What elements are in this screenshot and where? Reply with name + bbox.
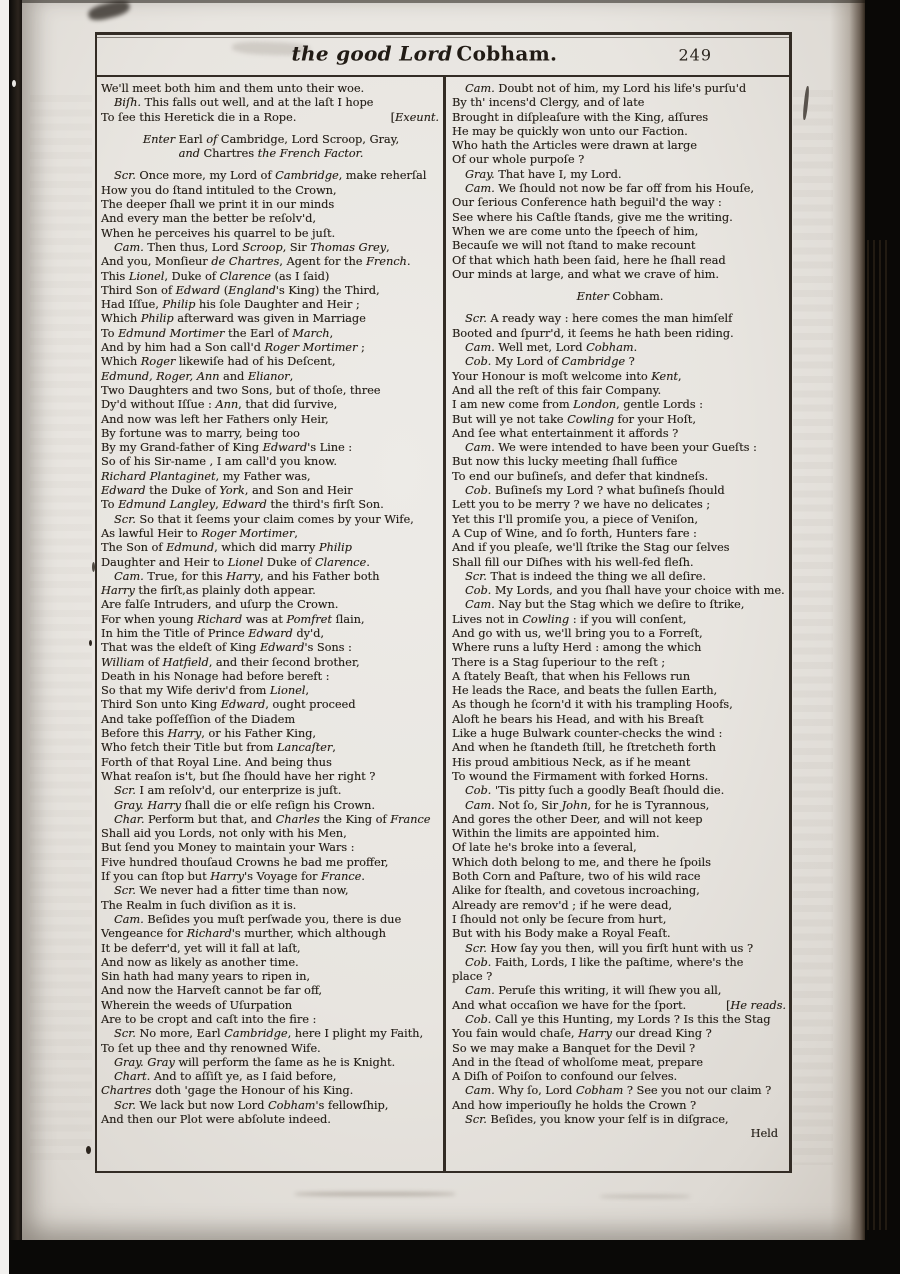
text-line: Two Daughters and two Sons, but of thoſe, three [101, 383, 381, 397]
text-line: William of Hatfield, and their ſecond brother, [101, 655, 360, 669]
text-line: Cam. Doubt not of him, my Lord his life's purſu'd [465, 82, 747, 95]
text-line: As lawful Heir to Roger Mortimer, [101, 526, 298, 540]
page-title-roman: Cobham. [456, 41, 558, 66]
text-line: He leads the Race, and beats the ſullen Earth, [452, 684, 718, 698]
text-line: Cam. We ſhould not now be far off from his Houſe, [465, 182, 754, 196]
text-line: Cam. Not ſo, Sir John, for he is Tyrannous, [465, 798, 710, 812]
text-line: Cob. Call ye this Hunting, my Lords ? Is this the Stag [465, 1013, 771, 1026]
text-line: It be deferr'd, yet will it fall at laſt, [101, 941, 301, 955]
text-line: Chartres doth 'gage the Honour of his King. [101, 1084, 354, 1098]
text-line: Scr. So that it ſeems your claim comes by your Wife, [114, 512, 414, 526]
text-line: Aloft he bears his Head, and with his Breaſt [452, 712, 704, 726]
text-line: He may be quickly won unto our Faction. [452, 124, 688, 138]
text-line: But will ye not take Cowling for your Hoſt, [452, 412, 696, 426]
text-line: When he perceives his quarrel to be juſt. [101, 226, 336, 240]
text-line: Our ſerious Conference hath beguil'd the way : [452, 196, 722, 210]
text-line: Wherein the weeds of Uſurpation [101, 998, 293, 1012]
text-line: Within the limits are appointed him. [452, 827, 660, 841]
text-line: Shall fill our Diſhes with his well-fed fleſh. [452, 555, 694, 569]
text-line: To ſet up thee and thy renowned Wife. [101, 1041, 321, 1055]
text-line: Gray. Harry ſhall die or elſe reſign his Crown. [114, 798, 375, 812]
text-line: And then our Plot were abſolute indeed. [101, 1113, 331, 1127]
text-line: Which doth belong to me, and there he ſpoils [452, 855, 711, 869]
text-line: Before this Harry, or his Father King, [101, 727, 316, 741]
text-line: As though he ſcorn'd it with his trampling Hoofs, [452, 698, 733, 712]
text-line: Like a huge Bulwark counter-checks the wind : [452, 727, 723, 741]
stage-direction: and Chartres the French Factor. [178, 147, 364, 161]
text-line: Cam. Then thus, Lord Scroop, Sir Thomas Grey, [114, 240, 390, 254]
text-line: That was the eldeſt of King Edward's Sons : [101, 641, 352, 655]
text-line: Scr. That is indeed the thing we all deſire. [465, 569, 706, 583]
text-line: By th' incens'd Clergy, and of late [452, 96, 645, 110]
ink-speck [86, 1146, 91, 1154]
text-line: Cob. My Lords, and you ſhall have your choice with me. [465, 584, 785, 598]
text-line: By my Grand-father of King Edward's Line : [101, 441, 353, 455]
text-line: Scr. Once more, my Lord of Cambridge, make reherſal [114, 169, 427, 183]
text-line: Cam. Peruſe this writing, it will ſhew you all, [465, 984, 722, 998]
text-line: You fain would chaſe, Harry our dread King ? [452, 1027, 712, 1041]
running-header [96, 33, 790, 75]
text-line: And if you pleaſe, we'll ſtrike the Stag our ſelves [452, 541, 730, 555]
text-line: And all the reſt of this fair Company. [452, 383, 662, 397]
text-line: Cam. Why ſo, Lord Cobham ? See you not our claim ? [465, 1084, 772, 1098]
text-line: A Cup of Wine, and ſo forth, Hunters fare : [452, 526, 697, 540]
text-line: Richard Plantaginet, my Father was, [101, 469, 311, 483]
text-line: Five hundred thouſaud Crowns he bad me proffer, [101, 855, 389, 869]
text-line: To Edmund Mortimer the Earl of March, [101, 326, 334, 340]
text-line: In him the Title of Prince Edward dy'd, [101, 626, 324, 640]
bottom-smudge [600, 1195, 690, 1198]
page-number: 249 [678, 45, 712, 65]
text-line: And take poſſeſſion of the Diadem [101, 712, 296, 726]
text-line: Edward the Duke of York, and Son and Heir [101, 484, 353, 498]
text-line: So that my Wife deriv'd from Lionel, [101, 684, 310, 698]
text-line: And go with us, we'll bring you to a Forreſt, [452, 626, 703, 640]
text-line: Death in his Nonage had before bereft : [101, 669, 330, 683]
photo-left-sliver [0, 0, 9, 1274]
text-line: And what occaſion we have for the ſport. [He reads. [452, 998, 786, 1012]
text-line: Dy'd without Iſſue : Ann, that did ſurvive, [101, 398, 338, 412]
text-line: To end our buſineſs, and defer that kindneſs. [452, 469, 709, 483]
text-line: When we are come unto the ſpeech of him, [452, 224, 699, 238]
text-line: place ? [452, 970, 493, 984]
text-line: Third Son unto King Edward, ought proceed [101, 698, 356, 712]
text-line: Alike for ſtealth, and covetous incroaching, [452, 884, 700, 898]
inline-stage-note: [He reads. [726, 998, 786, 1012]
text-line: Forth of that Royal Line. And being thus [101, 755, 332, 769]
text-line: Becauſe we will not ſtand to make recount [452, 239, 696, 253]
text-line: Both Corn and Paſture, two of his wild race [452, 870, 701, 884]
text-line: His proud ambitious Neck, as if he meant [452, 755, 691, 769]
text-line: Cam. True, for this Harry, and his Father both [114, 569, 380, 583]
photo-bottom-background [9, 1240, 900, 1274]
column-right [452, 82, 788, 1142]
text-line: What reaſon is't, but ſhe ſhould have her right ? [101, 769, 376, 783]
frame-left-rule [95, 32, 97, 1173]
text-line: Scr. Beſides, you know your ſelf is in diſgrace, [465, 1113, 729, 1127]
text-line: The Realm in ſuch diviſion as it is. [101, 898, 297, 912]
text-line: A Diſh of Poiſon to confound our ſelves. [452, 1070, 678, 1084]
text-line: And when he ſtandeth ſtill, he ſtretcheth forth [452, 741, 716, 755]
text-line: Who fetch their Title but from Lancaſter, [101, 741, 336, 755]
text-line: And you, Monſieur de Chartres, Agent for the French. [101, 255, 411, 269]
text-line: To wound the Firmament with forked Horns. [452, 769, 709, 783]
column-divider-rule [443, 75, 446, 1173]
text-line: Yet this I'll promiſe you, a piece of Veniſon, [452, 512, 698, 526]
text-line: Are to be cropt and caſt into the fire : [101, 1013, 317, 1026]
catchword: Held [750, 1127, 778, 1141]
text-line: Cob. 'Tis pitty ſuch a goodly Beaſt ſhould die. [465, 784, 725, 798]
text-line: Cob. Faith, Lords, I like the paſtime, where's the [465, 955, 744, 969]
inline-stage-note: [Exeunt. [390, 110, 439, 124]
text-line: Of our whole purpoſe ? [452, 153, 585, 167]
text-line: This Lionel, Duke of Clarence (as I ſaid) [101, 269, 330, 283]
text-line: Who hath the Articles were drawn at large [452, 139, 697, 153]
text-line: And now was left her Fathers only Heir, [101, 412, 329, 426]
text-line: Cam. We were intended to have been your Gueſts : [465, 441, 757, 455]
text-line: Of that which hath been ſaid, here he ſhall read [452, 253, 726, 267]
text-line: The Son of Edmund, which did marry Philip [101, 541, 352, 555]
page-title [291, 42, 557, 66]
text-line: Gray. Gray will perform the ſame as he is Knight. [114, 1055, 396, 1069]
text-line: Where runs a luſty Herd : among the which [452, 641, 702, 655]
stage-direction: Enter Earl of Cambridge, Lord Scroop, Gray, [142, 132, 400, 146]
text-line: But ſend you Money to maintain your Wars : [101, 841, 355, 855]
text-line: Gray. That have I, my Lord. [465, 167, 622, 181]
text-line: For when young Richard was at Pomfret ſlain, [101, 612, 365, 626]
text-line: Scr. How ſay you then, will you firſt hunt with us ? [465, 941, 753, 955]
page-edge-shading [830, 0, 865, 1240]
text-line: But with his Body make a Royal Feaſt. [452, 927, 671, 941]
text-line: But now this lucky meeting ſhall ſuffice [452, 455, 678, 469]
text-line: Chart. And to aſſiſt ye, as I ſaid before, [114, 1070, 337, 1084]
column-left [101, 82, 441, 1127]
text-line: And now as likely as another time. [101, 955, 299, 969]
text-line: Third Son of Edward (England's King) the Third, [101, 283, 380, 297]
page-stack-streaks [867, 240, 889, 1230]
text-line: Edmund, Roger, Ann and Elianor, [101, 369, 294, 383]
text-line: To Edmund Langley, Edward the third's firſt Son. [101, 498, 384, 512]
text-line: There is a Stag ſuperiour to the reſt ; [452, 655, 666, 669]
text-line: Our minds at large, and what we crave of him. [452, 267, 719, 281]
text-line: And now the Harveſt cannot be far off, [101, 984, 323, 998]
text-line: Biſh. This falls out well, and at the laſt I hope [114, 96, 374, 110]
text-line: Had Iſſue, Philip his ſole Daughter and Heir ; [101, 298, 360, 312]
text-line: So of his Sir-name , I am call'd you know. [101, 455, 337, 469]
page-title-italic: the good Lord [291, 41, 453, 66]
text-line: Lett you to be merry ? we have no delicates ; [452, 498, 711, 512]
text-line: Your Honour is moſt welcome into Kent, [452, 369, 682, 383]
text-line: And every man the better be reſolv'd, [101, 212, 316, 226]
text-line: The deeper ſhall we print it in our minds [101, 198, 335, 212]
text-line: If you can ſtop but Harry's Voyage for France. [101, 870, 365, 884]
text-line: Cam. Well met, Lord Cobham. [465, 341, 638, 355]
text-line: Which Philip afterward was given in Marriage [101, 312, 366, 326]
text-line: Cob. My Lord of Cambridge ? [465, 355, 635, 369]
text-line: To ſee this Heretick die in a Rope. [Exeunt. [101, 110, 439, 124]
text-line: Brought in diſpleaſure with the King, aſſures [452, 110, 709, 124]
text-line: We'll meet both him and them unto their woe. [101, 82, 365, 95]
text-line: By fortune was to marry, being too [101, 426, 300, 440]
paper-speck [12, 80, 16, 87]
text-line: Daughter and Heir to Lionel Duke of Clarence. [101, 555, 370, 569]
text-line: How you do ſtand intituled to the Crown, [101, 183, 337, 197]
text-line: I am new come from London, gentle Lords : [452, 398, 703, 412]
text-line: See where his Caſtle ſtands, give me the writing. [452, 210, 733, 224]
text-line: Booted and ſpurr'd, it ſeems he hath been riding. [452, 326, 734, 340]
text-line: Already are remov'd ; if he were dead, [452, 898, 672, 912]
photo-top-shade [22, 0, 865, 3]
text-line: So we may make a Banquet for the Devil ? [452, 1041, 696, 1055]
bottom-smudge [295, 1192, 455, 1196]
text-line: Char. Perform but that, and Charles the King of France [114, 812, 431, 826]
text-line: Harry the firſt,as plainly doth appear. [101, 584, 316, 598]
text-line: Scr. We never had a fitter time than now, [114, 884, 349, 898]
text-line: And gores the other Deer, and will not keep [452, 812, 703, 826]
text-line: Sin hath had many years to ripen in, [101, 970, 310, 984]
ink-speck [89, 640, 92, 646]
text-line: A ſtately Beaſt, that when his Fellows run [452, 669, 691, 683]
text-line: Scr. No more, Earl Cambridge, here I plight my Faith, [114, 1027, 424, 1041]
text-line: Scr. A ready way : here comes the man himſelf [465, 312, 733, 326]
text-line: And how imperiouſly he holds the Crown ? [452, 1098, 697, 1112]
stage-direction: Enter Cobham. [576, 290, 664, 304]
text-line: Of late he's broke into a ſeveral, [452, 841, 637, 855]
text-line: Are falſe Intruders, and uſurp the Crown. [101, 598, 339, 612]
binding-shadow [9, 0, 22, 1274]
text-line: And ſee what entertainment it affords ? [452, 426, 679, 440]
text-line: And by him had a Son call'd Roger Mortimer ; [101, 341, 365, 355]
text-line: Cam. Nay but the Stag which we deſire to ſtrike, [465, 598, 745, 612]
text-line: Lives not in Cowling : if you will conſent, [452, 612, 687, 626]
text-line: And in the ſtead of wholſome meat, prepare [452, 1055, 703, 1069]
text-line: Shall aid you Lords, not only with his Men, [101, 827, 347, 841]
text-line: Which Roger likewiſe had of his Deſcent, [101, 355, 336, 369]
text-line: Scr. I am reſolv'd, our enterprize is juſt. [114, 784, 342, 798]
text-line: Vengeance for Richard's murther, which although [101, 927, 386, 941]
text-line: I ſhould not only be ſecure from hurt, [452, 912, 667, 926]
text-line: Cob. Buſineſs my Lord ? what buſineſs ſhould [465, 484, 725, 498]
text-line: Cam. Beſides you muſt perſwade you, there is due [114, 912, 402, 926]
text-line: Scr. We lack but now Lord Cobham's fellowſhip, [114, 1098, 389, 1112]
frame-right-rule [789, 32, 792, 1173]
